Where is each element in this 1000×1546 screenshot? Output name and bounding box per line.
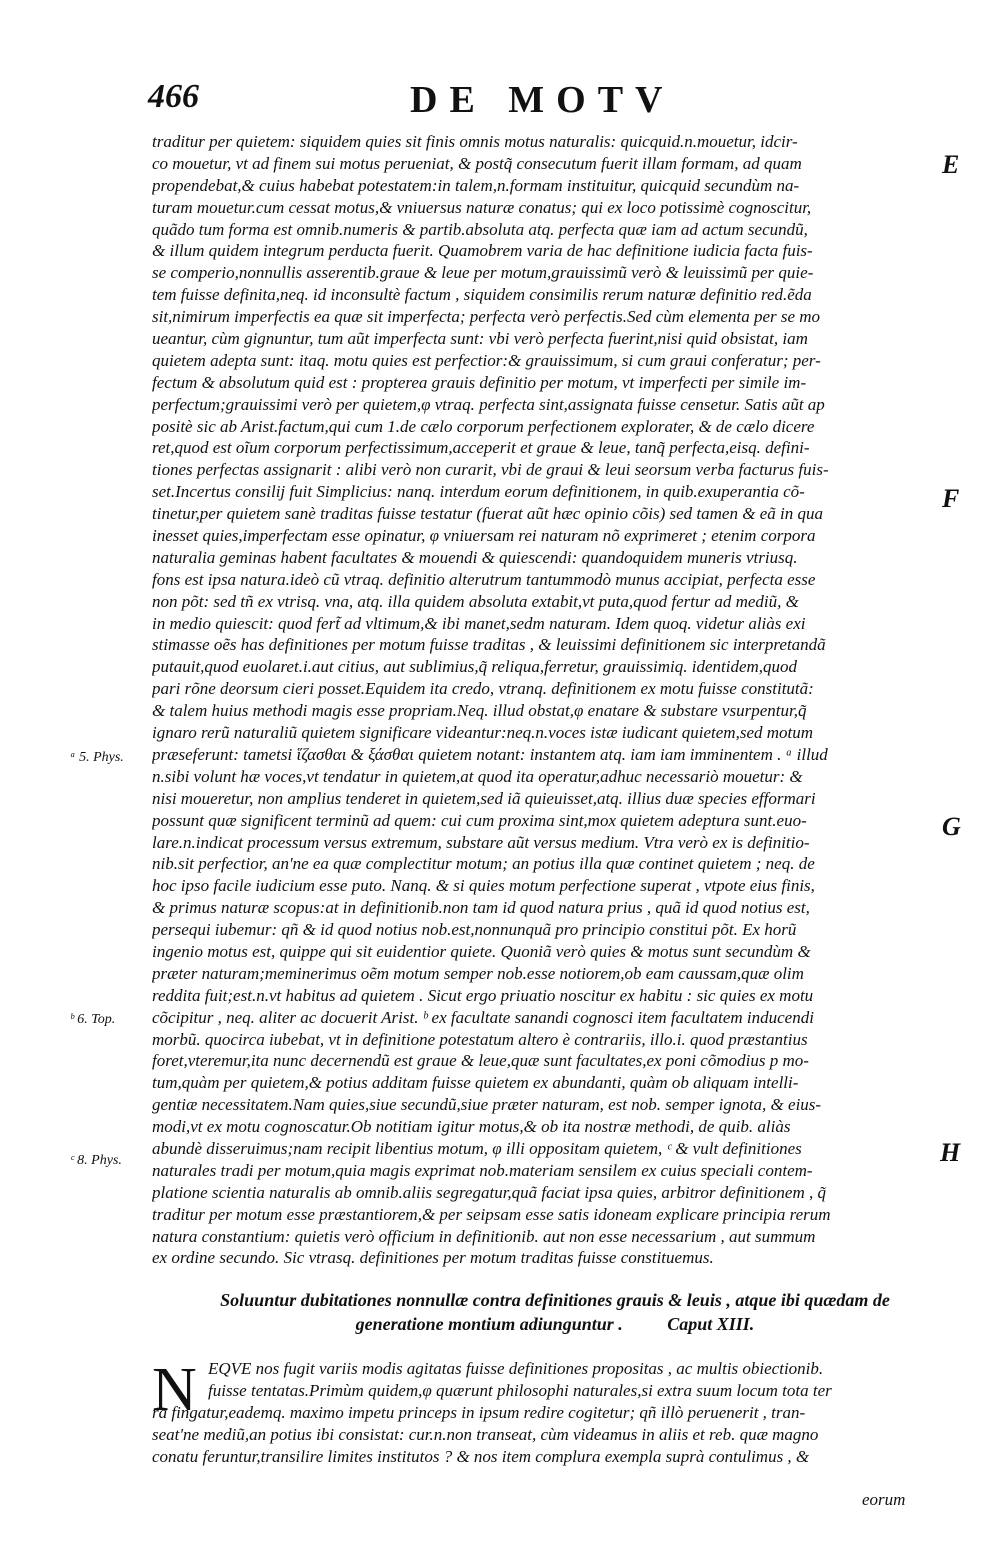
text-line: putauit,quod euolaret.i.aut citius, aut sublimius,q̃ reliqua,ferretur, grauissimiq. identidem,quod xyxy=(152,657,798,677)
text-line: ignaro rerũ naturaliũ quietem significare videantur:neq.n.voces istæ iudicant quietem,sed motum xyxy=(152,723,814,743)
text-line: morbũ. quocirca iubebat, vt in definitione potestatum altero è contrariis, illo.i. quod præstantius xyxy=(152,1029,808,1049)
text-line: positè sic ab Arist.factum,qui cum 1.de cælo corporum perfectionem explorater, & de cælo dicere xyxy=(152,416,815,436)
text-line: traditur per quietem: siquidem quies sit finis omnis motus naturalis: quicquid.n.mouetur, idcir- xyxy=(152,132,798,151)
text-line: præter naturam;meminerimus oẽm motum semper nob.esse notiorem,ob eam caussam,quæ olim xyxy=(152,963,804,983)
text-line: sit,nimirum imperfectis ea quæ sit imperfecta; perfecta verò perfectis.Sed cùm elementa per se mo xyxy=(152,307,821,327)
main-text-block xyxy=(152,131,932,1269)
text-line: quietem adepta sunt: itaq. motu quies est perfectior:& grauissimum, si cum graui conferatur; per- xyxy=(152,350,821,370)
text-line: inesset quies,imperfectam esse opinatur, φ vniuersam rei naturam nõ exprimeret ; etenim corpora xyxy=(152,526,816,546)
drop-cap: N xyxy=(152,1356,197,1424)
chapter-text-block xyxy=(152,1358,932,1467)
text-line: hoc ipso facile iudicium esse puto. Nanq. & si quies motum perfectione superat , vtpote eius finis, xyxy=(152,876,815,896)
text-line: platione scientia naturalis ab omnib.aliis segregatur,quã faciat ipsa quies, arbitror definitionem , q̃ xyxy=(152,1182,827,1202)
text-line: nisi moueretur, non amplius tenderet in quietem,sed iã quieuisset,atq. illius duæ species efformari xyxy=(152,788,816,808)
text-line: quãdo tum forma est omnib.numeris & partib.absoluta atq. perfecta quæ iam ad actum secundũ, xyxy=(152,219,808,239)
text-line: co mouetur, vt ad finem sui motus perueniat, & postq̃ consecutum fuerit illam formam, ad quam xyxy=(152,153,802,173)
page-header xyxy=(148,78,848,128)
section-marker: H xyxy=(940,1138,961,1167)
text-line: ueantur, cùm gignuntur, tum aũt imperfecta sunt: vbi verò perfecta fuerint,nisi quid obsistat, iam xyxy=(152,329,808,349)
text-line: perfectum;grauissimi verò per quietem,φ vtraq. perfecta sint,assignata fuisse censetur. Satis aũt ap xyxy=(152,394,825,414)
margin-citation: ᵃ 5. Phys. xyxy=(70,750,124,765)
text-line: se comperio,nonnullis asserentib.graue & leue per motum,grauissimũ verò & leuissimũ per quie- xyxy=(152,263,814,283)
text-line: & primus naturæ scopus:at in definitionib.non tam id quod natura prius , quã id quod notius est, xyxy=(152,898,810,918)
text-line: fectum & absolutum quid est : propterea grauis definitio per motum, vt imperfecti per simile im- xyxy=(152,372,807,392)
text-line: persequi iubemur: qñ & id quod notius nob.est,nonnunquã pro principio constitui põt. Ex horũ xyxy=(152,920,797,940)
text-line: in medio quiescit: quod fert̃ ad vltimum,& ibi manet,sedm naturam. Idem quoq. videtur aliàs exi xyxy=(152,613,806,633)
text-line: nib.sit perfectior, an'ne ea quæ complectitur motum; an potius illa quæ continet quietem ; neq. de xyxy=(152,854,815,874)
catchword: eorum xyxy=(862,1490,906,1509)
section-marker: G xyxy=(942,812,961,841)
text-line: & talem huius methodi magis esse propriam.Neq. illud obstat,φ enatare & substare vsurpentur,q̃ xyxy=(152,701,807,721)
text-line: lare.n.indicat processum versus extremum, substare aũt versus medium. Vtra verò ex is definitio- xyxy=(152,832,810,852)
text-line: reddita fuit;est.n.vt habitus ad quietem . Sicut ergo priuatio noscitur ex habitu : sic quies ex motu xyxy=(152,985,814,1005)
chapter-number: Caput XIII. xyxy=(667,1314,755,1334)
text-line: traditur per motum esse præstantiorem,& per seipsam esse satis idoneam explicare principia rerum xyxy=(152,1204,831,1224)
text-line: & illum quidem integrum perducta fuerit. Quamobrem varia de hac definitione iudicia facta fuis- xyxy=(152,241,813,261)
text-line: præseferunt: tametsi ἵζασθαι & ξάσθαι quietem notant: instantem atq. iam iam imminentem . ᵃ illud xyxy=(152,744,828,764)
running-head: DE MOTV xyxy=(410,79,675,121)
text-line: tum,quàm per quietem,& potius additam fuisse quietem ex abundanti, quàm ob aliquam intelli- xyxy=(152,1073,799,1093)
section-marker: F xyxy=(942,484,960,513)
text-line: tinetur,per quietem sanè traditas fuisse testatur (fuerat aũt hæc opinio cõis) sed tamen & eã in qua xyxy=(152,504,823,524)
text-line: naturales tradi per motum,quia magis exprimat nob.materiam sensilem ex cuius speciali contem- xyxy=(152,1160,813,1180)
text-line: possunt quæ significent terminũ ad quem: cui cum proxima sint,mox quietem adeptura sunt.euo- xyxy=(152,810,807,830)
text-line: cõcipitur , neq. aliter ac docuerit Arist. ᵇ ex facultate sanandi cognosci item facultatem inducendi xyxy=(152,1007,814,1027)
text-line: abundè disseruimus;nam recipit libentius motum, φ illi oppositam quietem, ᶜ & vult definitiones xyxy=(152,1138,802,1158)
text-line: tiones perfectas assignarit : alibi verò non curarit, vbi de graui & leui seorsum verba facturus fuis- xyxy=(152,460,829,480)
text-line: naturalia geminas habent facultates & mouendi & quiescendi: quandoquidem muneris vtriusq. xyxy=(152,547,798,567)
text-line: modi,vt ex motu cognoscatur.Ob notitiam igitur motus,& ob ita nostræ methodi, de quib. aliàs xyxy=(152,1117,791,1137)
text-line: turam mouetur.cum cessat motus,& vniuersus naturæ conatus; qui ex loco potissimè cognoscitur, xyxy=(152,197,812,217)
page-number: 466 xyxy=(148,78,199,115)
text-line: set.Incertus consilij fuit Simplicius: nanq. interdum eorum definitionem, in quib.exuperantia cõ- xyxy=(152,482,805,502)
margin-citation: ᵇ 6. Top. xyxy=(70,1012,116,1027)
text-line: stimasse oẽs has definitiones per motum fuisse traditas , & leuissimi definitionem sic interpretandã xyxy=(152,635,826,655)
text-line: EQVE nos fugit variis modis agitatas fuisse definitiones propositas , ac multis obiectionib. xyxy=(208,1359,824,1378)
text-line: ra fingatur,eademq. maximo impetu princeps in ipsum redire cogitetur; qñ illò peruenerit , tran- xyxy=(152,1402,806,1422)
chapter-title-line xyxy=(195,1312,915,1336)
margin-citation: ᶜ 8. Phys. xyxy=(70,1153,122,1168)
text-line: foret,vteremur,ita nunc decernendũ est graue & leue,quæ sunt facultates,ex poni cõmodius p mo- xyxy=(152,1051,809,1071)
text-line: non põt: sed tñ ex vtrisq. vna, atq. illa quidem absoluta extabit,vt puta,quod fertur ad mediũ, & xyxy=(152,591,799,611)
text-line: propendebat,& cuius habebat potestatem:in talem,n.formam instituitur, quicquid secundùm na- xyxy=(152,175,800,195)
text-line: gentiæ necessitatem.Nam quies,siue secundũ,siue præter naturam, est nob. semper ignota, & eius- xyxy=(152,1095,822,1115)
chapter-heading xyxy=(195,1288,915,1336)
text-line: ingenio motus est, quippe qui sit euidentior quiete. Quoniã verò quies & motus sunt secundùm & xyxy=(152,941,811,961)
text-line: ret,quod est oĩum corporum perfectissimum,acceperit et graue & leue, tanq̃ perfecta,eisq. defini- xyxy=(152,438,810,458)
section-marker: E xyxy=(942,150,960,179)
text-line: natura constantium: quietis verò officium in definitionib. aut non esse necessarium , aut summum xyxy=(152,1226,816,1246)
text-line: n.sibi volunt hæ voces,vt tendatur in quietem,at quod ita operatur,adhuc necessariò mouetur: & xyxy=(152,766,803,786)
text-line: seat'ne mediũ,an potius ibi consistat: cur.n.non transeat, cùm videamus in aliis et reb. quæ magno xyxy=(152,1424,819,1444)
text-line: fuisse tentatas.Primùm quidem,φ quærunt philosophi naturales,si extra suum locum tota ter xyxy=(208,1380,832,1400)
chapter-title-continuation: generatione montium adiunguntur . xyxy=(355,1314,623,1334)
text-line: pari rõne deorsum cieri posset.Equidem ita credo, vtranq. definitionem ex motu fuisse constitutã: xyxy=(152,679,814,699)
chapter-title-line: Soluuntur dubitationes nonnullæ contra definitiones grauis & leuis , atque ibi quædam de xyxy=(220,1290,890,1310)
text-line: tem fuisse definita,neq. id inconsultè factum , siquidem consimilis rerum naturæ definitio red.ẽda xyxy=(152,285,812,305)
text-line: ex ordine secundo. Sic vtrasq. definitiones per motum traditas fuisse constituemus. xyxy=(152,1248,714,1268)
text-line: fons est ipsa natura.ideò cũ vtraq. definitio alterutrum tantummodò munus accipiat, perfecta esse xyxy=(152,569,816,589)
text-line: conatu feruntur,transilire limites institutos ? & nos item complura exempla suprà contulimus , & xyxy=(152,1446,810,1466)
